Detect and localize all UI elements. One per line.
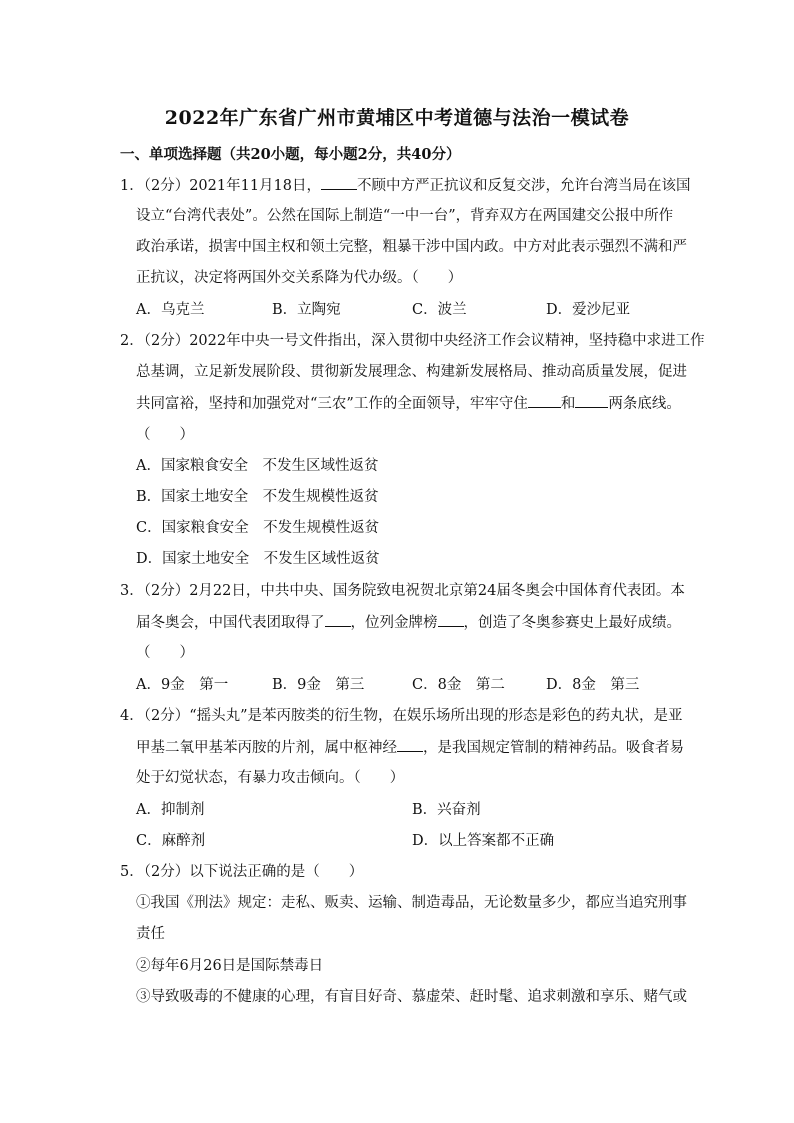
question-5-line-1: 5．（2分）以下说法正确的是（ ） — [120, 864, 364, 880]
question-5-statement-1-cont: 责任 — [136, 926, 165, 942]
question-3-option-c[interactable]: C．8金 第二 — [412, 677, 505, 693]
question-2-option-b[interactable]: B．国家土地安全 不发生规模性返贫 — [136, 489, 379, 505]
question-2-line-3 — [136, 393, 681, 414]
question-3-text: ，创造了冬奥参赛史上最好成绩。 — [463, 615, 681, 631]
question-2-text: 和 — [560, 396, 576, 412]
answer-blank — [321, 175, 357, 190]
question-3-line-2 — [136, 612, 681, 633]
question-5-statement-3: ③导致吸毒的不健康的心理，有盲目好奇、慕虚荣、赶时髦、追求刺激和享乐、赌气或 — [136, 989, 687, 1005]
question-2-line-2: 总基调，立足新发展阶段、贯彻新发展理念、构建新发展格局、推动高质量发展，促进 — [136, 364, 687, 380]
question-1-line-2: 设立“台湾代表处”。公然在国际上制造“一中一台”，背弃双方在两国建交公报中所作 — [136, 208, 674, 224]
answer-blank — [528, 393, 561, 408]
question-3-option-a[interactable]: A．9金 第一 — [136, 677, 229, 693]
question-4-line-2 — [136, 737, 684, 758]
question-2-text: 两条底线。 — [608, 396, 681, 412]
section-heading: 一、单项选择题（共20小题，每小题2分，共40分） — [120, 146, 461, 163]
question-1-option-b[interactable]: B．立陶宛 — [272, 302, 341, 318]
question-1-line-3: 政治承诺，损害中国主权和领土完整，粗暴干涉中国内政。中方对此表示强烈不满和严 — [136, 239, 687, 255]
answer-blank — [397, 737, 423, 752]
question-1-option-d[interactable]: D．爱沙尼亚 — [546, 302, 631, 318]
question-2-option-d[interactable]: D．国家土地安全 不发生区域性返贫 — [136, 551, 380, 567]
question-2-option-c[interactable]: C．国家粮食安全 不发生规模性返贫 — [136, 520, 380, 536]
question-3-text: ，位列金牌榜 — [350, 615, 438, 631]
question-4-text: 甲基二氧甲基苯丙胺的片剂，属中枢神经 — [136, 740, 397, 756]
question-3-line-3: （ ） — [136, 645, 194, 661]
exam-title: 2022年广东省广州市黄埔区中考道德与法治一模试卷 — [164, 107, 630, 129]
question-1-line-4: 正抗议，决定将两国外交关系降为代办级。（ ） — [136, 270, 463, 286]
question-1-text: 1．（2分）2021年11月18日， — [120, 178, 322, 194]
question-2-line-1: 2．（2分）2022年中央一号文件指出，深入贯彻中央经济工作会议精神，坚持稳中求进工作 — [120, 333, 705, 349]
question-2-option-a[interactable]: A．国家粮食安全 不发生区域性返贫 — [136, 458, 379, 474]
question-1-line-1 — [120, 175, 691, 196]
question-1-option-a[interactable]: A．乌克兰 — [136, 302, 205, 318]
question-4-option-c[interactable]: C．麻醉剂 — [136, 833, 206, 849]
answer-blank — [325, 612, 351, 627]
question-5-statement-1: ①我国《刑法》规定：走私、贩卖、运输、制造毒品，无论数量多少，都应当追究刑事 — [136, 895, 687, 911]
question-3-option-d[interactable]: D．8金 第三 — [546, 677, 640, 693]
question-3-line-1: 3．（2分）2月22日，中共中央、国务院致电祝贺北京第24届冬奥会中国体育代表团。本 — [120, 583, 685, 599]
question-4-line-1: 4．（2分）“摇头丸”是苯丙胺类的衍生物，在娱乐场所出现的形态是彩色的药丸状，是亚 — [120, 708, 683, 724]
question-2-line-4: （ ） — [136, 427, 194, 443]
question-1-option-c[interactable]: C．波兰 — [412, 302, 467, 318]
answer-blank — [438, 612, 464, 627]
question-4-line-3: 处于幻觉状态，有暴力攻击倾向。（ ） — [136, 770, 405, 786]
question-1-text: 不顾中方严正抗议和反复交涉，允许台湾当局在该国 — [357, 178, 691, 194]
question-3-option-b[interactable]: B．9金 第三 — [272, 677, 365, 693]
answer-blank — [575, 393, 608, 408]
question-4-option-d[interactable]: D．以上答案都不正确 — [412, 833, 555, 849]
question-4-option-b[interactable]: B．兴奋剂 — [412, 802, 481, 818]
question-2-text: 共同富裕，坚持和加强党对“三农”工作的全面领导，牢牢守住 — [136, 396, 528, 412]
question-4-option-a[interactable]: A．抑制剂 — [136, 802, 205, 818]
question-3-text: 届冬奥会，中国代表团取得了 — [136, 615, 325, 631]
question-4-text: ，是我国规定管制的精神药品。吸食者易 — [423, 740, 684, 756]
question-5-statement-2: ②每年6月26日是国际禁毒日 — [136, 958, 324, 974]
